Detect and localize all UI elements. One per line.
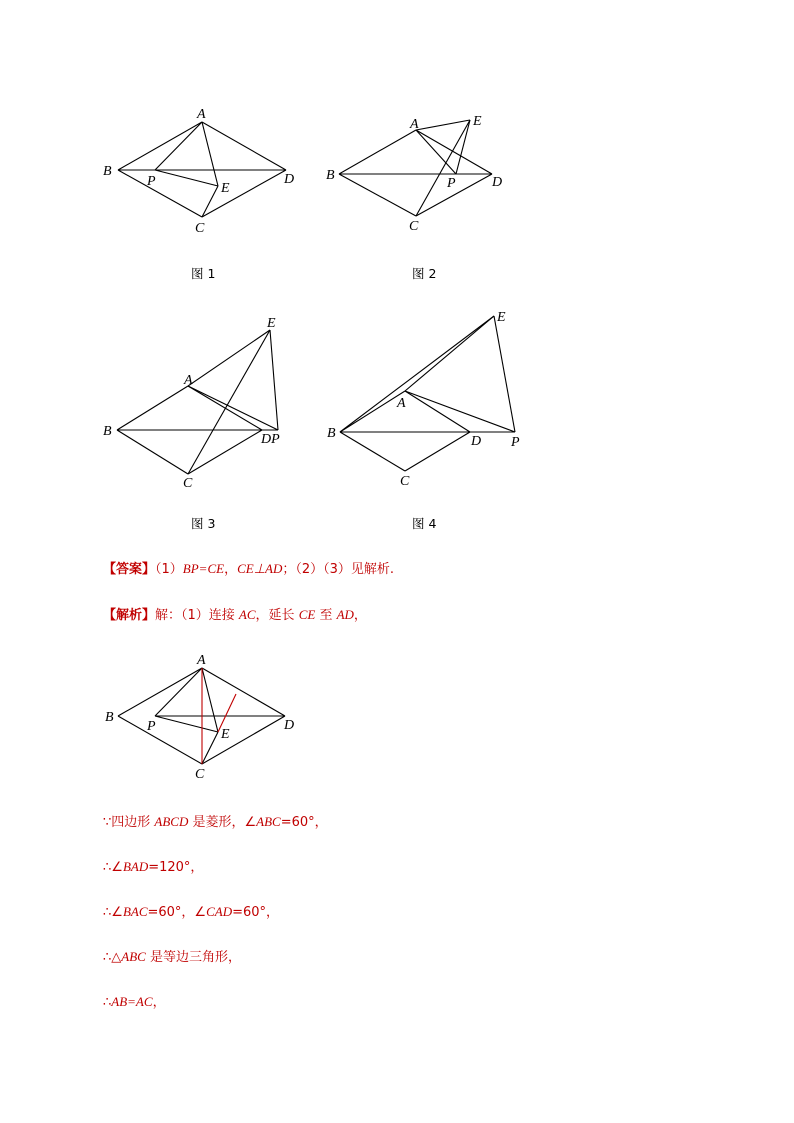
label-E: E [473,114,482,129]
label-B: B [103,424,112,439]
figure-2 [320,110,530,240]
figure-1-caption: 图 1 [191,266,216,281]
label-B: B [103,164,112,179]
label-C: C [400,474,410,489]
answer-line: 【答案】（1）BP=CE，CE⊥AD；（2）（3）见解析. [103,561,395,577]
step-2: ∴∠BAD=120°， [103,859,204,875]
figure-3-caption: 图 3 [191,516,216,531]
figure-4 [320,305,540,495]
label-A: A [184,373,193,388]
label-P: P [147,174,156,189]
label-P: P [147,719,156,734]
label-C: C [195,221,205,236]
step-1: ∵四边形 ABCD 是菱形，∠ABC=60°， [103,814,328,830]
label-B: B [326,168,335,183]
label-A: A [197,107,206,122]
label-C: C [409,219,419,234]
figure-3 [100,310,300,490]
label-C: C [183,476,193,491]
label-A: A [410,117,419,132]
step-5: ∴AB=AC， [103,994,166,1010]
step-4: ∴△ABC 是等边三角形， [103,949,241,965]
label-E: E [221,727,230,742]
analysis-tag: 【解析】 [103,608,156,623]
figure-4-caption: 图 4 [412,516,437,531]
label-D: D [471,434,482,449]
figure-1 [100,100,310,240]
label-E: E [497,310,506,325]
label-E: E [267,316,276,331]
label-A: A [397,396,406,411]
label-D: D [492,175,503,190]
label-P: P [447,176,456,191]
label-D: D [284,718,295,733]
figure-2-caption: 图 2 [412,266,437,281]
label-A: A [197,653,206,668]
step-3: ∴∠BAC=60°，∠CAD=60°， [103,904,280,920]
label-E: E [221,181,230,196]
label-C: C [195,767,205,782]
label-B: B [327,426,336,441]
label-DP: DP [261,432,280,447]
solution-figure [100,648,310,788]
analysis-line: 【解析】解：（1）连接 AC，延长 CE 至 AD， [103,607,367,623]
label-D: D [284,172,295,187]
answer-tag: 【答案】 [103,562,156,577]
label-B: B [105,710,114,725]
label-P: P [511,435,520,450]
